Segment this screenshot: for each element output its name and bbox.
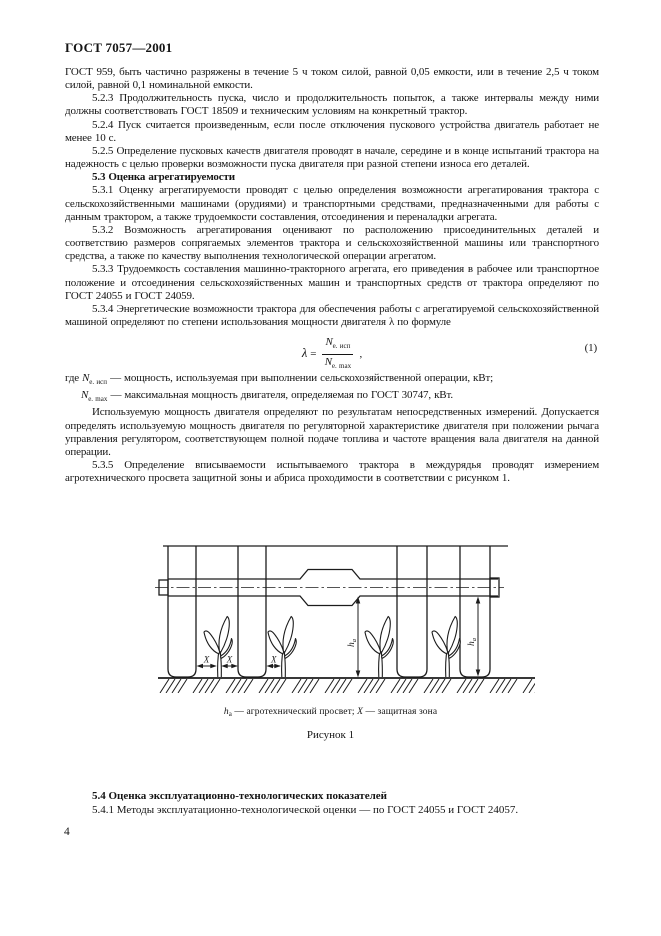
figure-label: Рисунок 1 xyxy=(306,729,355,741)
paragraph-5-2-3: 5.2.3 Продолжительность пуска, число и продолжительность попыток, а также интервалы между ними должны соответствовать ГОСТ 18509 и техническим условиям на конкретный трактор. xyxy=(65,92,599,118)
formula-expression xyxy=(302,336,362,373)
axle-beam-bottom-edge xyxy=(168,596,498,606)
formula-comma: , xyxy=(356,348,363,361)
ground-hatching xyxy=(158,679,535,693)
formula-lambda: λ xyxy=(301,346,308,361)
formula-denominator: $N_{е. max}$ xyxy=(324,356,352,371)
formula-fraction xyxy=(322,336,353,373)
dimension-clearance-right-label: $h_а$ xyxy=(467,638,478,646)
page-number: 4 xyxy=(64,826,70,838)
paragraph-5-3-3: 5.3.3 Трудоемкость составления машинно-тракторного агрегата, его приведения в рабочее или транспортное положение и отсоединения сельскохозяйственных машин и транспортных средств от трактора определяют по ГОСТ 24055 и ГОСТ 24059. xyxy=(65,263,599,302)
section-5-4 xyxy=(65,789,599,817)
paragraph-use-power: Используемую мощность двигателя определяют по результатам непосредственных измерений. Допускается определять используемую мощность двигателя по регуляторной характеристике двигателя при положении рычага управления регулятором, соответствующем полной подаче топлива и частоте вращения вала двигателя на данной операции. xyxy=(65,406,599,458)
where-clause-line-2: $N_{е. max}$ — максимальная мощность двигателя, определяемая по ГОСТ 30747, кВт. xyxy=(81,389,453,404)
heading-5-3: 5.3 Оценка агрегатируемости xyxy=(92,171,235,184)
figure-1 xyxy=(150,543,540,705)
plant-sketch xyxy=(432,617,460,678)
plant-sketch xyxy=(204,617,232,678)
where-clause-line-1: где $N_{е. исп}$ — мощность, используемая при выполнении сельскохозяйственной операции, кВт; xyxy=(65,372,494,387)
wheel-1 xyxy=(168,546,196,677)
axle-beam-top-edge xyxy=(168,570,498,580)
figure-caption: $h_а$ — агротехнический просвет; X — защитная зона xyxy=(223,707,438,718)
dimension-zone-label-1: X xyxy=(203,654,210,665)
formula-numerator: $N_{е. исп}$ xyxy=(322,336,353,355)
paragraph-5-2-4: 5.2.4 Пуск считается произведенным, если после отключения пускового устройства двигатель работает не менее 10 с. xyxy=(65,118,599,144)
dimension-zone-label-2: X xyxy=(226,654,233,665)
paragraph-5-4-1: 5.4.1 Методы эксплуатационно-технологической оценки — по ГОСТ 24055 и ГОСТ 24057. xyxy=(92,804,519,816)
dimension-clearance-left-label: $h_а$ xyxy=(347,639,358,647)
heading-5-4: 5.4 Оценка эксплуатационно-технологических показателей xyxy=(92,790,387,802)
paragraph-5-3-5: 5.3.5 Определение вписываемости испытываемого трактора в междурядья проводят измерением агротехнического просвета защитной зоны и абриса проходимости в соответствии с рисунком 1. xyxy=(65,459,599,485)
paragraph-5-3-4: 5.3.4 Энергетические возможности трактора для обеспечения работы с агрегатируемой сельскохозяйственной машиной определяют по степени использования мощности двигателя λ по формуле xyxy=(65,302,599,328)
wheel-2 xyxy=(238,546,266,677)
running-title: ГОСТ 7057—2001 xyxy=(65,40,173,55)
formula-1 xyxy=(65,334,599,371)
wheel-4 xyxy=(460,546,490,677)
formula-number: (1) xyxy=(584,342,597,355)
paragraph-5-3-2: 5.3.2 Возможность агрегатирования оценивают по расположению присоединительных деталей и соответствию размеров сопрягаемых элементов трактора и сельскохозяйственной машины или транспортного средства, а также по качеству выполнения технологической операции агрегатом. xyxy=(65,223,599,263)
dimension-zone-label-3: X xyxy=(271,654,277,665)
body-text xyxy=(65,66,599,485)
paragraph-5-3-1: 5.3.1 Оценку агрегатируемости проводят с целью определения возможности агрегатирования трактора с сельскохозяйственными машинами (орудиями) и транспортными средствами, предназначенными для работы с данным трактором, а также трудоемкости составления, отсоединения и переналадки агрегата. xyxy=(65,184,599,223)
formula-equals: = xyxy=(307,348,320,361)
paragraph-intro: ГОСТ 959, быть частично разряжены в течение 5 ч током силой, равной 0,05 емкости, или в течение 2,5 ч током силой, равной 0,1 номинальной емкости. xyxy=(65,66,599,92)
figure-1-drawing xyxy=(150,543,540,705)
plant-sketch xyxy=(365,617,393,678)
paragraph-5-2-5: 5.2.5 Определение пусковых качеств двигателя проводят в начале, середине и в конце испытаний трактора на надежность с целью проверки возможности пуска двигателя при разной степени износа его деталей. xyxy=(65,144,599,171)
wheel-3 xyxy=(397,546,427,677)
